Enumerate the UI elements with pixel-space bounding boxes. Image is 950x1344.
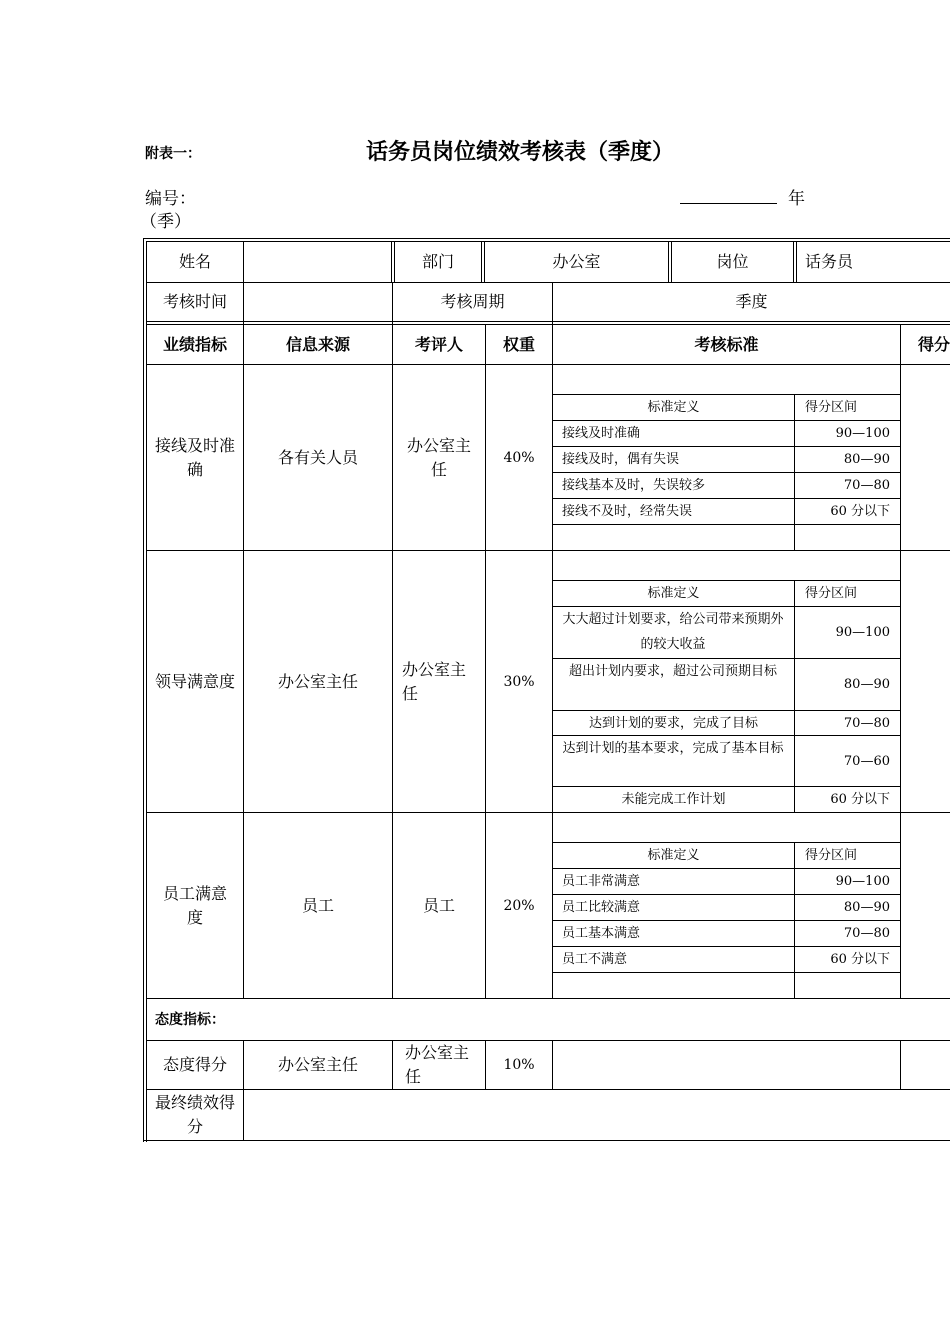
final-score-label: 最终绩效得分	[155, 1093, 236, 1136]
dept-label: 部门	[421, 252, 454, 271]
standard-definition: 员工基本满意	[562, 926, 641, 941]
attitude-standard-cell[interactable]	[553, 1041, 900, 1089]
standard-range: 80—90	[843, 452, 890, 467]
standard-definition-header: 标准定义	[647, 586, 700, 601]
indicator-evaluator: 办公室主任	[402, 659, 467, 703]
quarter-label: （季）	[140, 212, 191, 232]
col-indicator: 业绩指标	[162, 334, 227, 354]
time-value[interactable]	[244, 283, 392, 321]
standard-range: 60 分以下	[830, 792, 890, 807]
attitude-source: 办公室主任	[277, 1055, 358, 1074]
col-evaluator: 考评人	[414, 334, 463, 354]
indicator-source: 员工	[301, 895, 334, 915]
standard-definition-header: 标准定义	[647, 400, 700, 415]
standard-range: 80—90	[843, 900, 890, 915]
standard-definition: 接线不及时，经常失误	[562, 504, 693, 519]
standard-range: 70—80	[843, 926, 890, 941]
range-header: 得分区间	[805, 400, 858, 415]
standard-definition: 未能完成工作计划	[621, 792, 726, 807]
indicator-name: 接线及时准确	[155, 435, 236, 479]
indicator-weight: 30%	[503, 673, 535, 690]
year-blank-line	[680, 203, 777, 204]
period-value: 季度	[735, 292, 768, 311]
standard-range: 80—90	[843, 677, 890, 692]
standard-definition: 接线及时准确	[562, 426, 641, 441]
attitude-name: 态度得分	[162, 1055, 227, 1074]
dept-value: 办公室	[552, 252, 601, 271]
range-header: 得分区间	[805, 586, 858, 601]
standard-range: 70—80	[843, 716, 890, 731]
page-title: 话务员岗位绩效考核表（季度）	[366, 140, 675, 165]
indicator-name: 员工满意度	[162, 883, 227, 927]
standard-range: 90—100	[835, 874, 890, 889]
position-value: 话务员	[805, 252, 854, 271]
attachment-label: 附表一：	[145, 146, 201, 162]
standard-definition: 员工比较满意	[562, 900, 641, 915]
attitude-section-label: 态度指标：	[155, 1011, 225, 1028]
col-source: 信息来源	[285, 334, 350, 354]
indicator-name: 领导满意度	[155, 671, 236, 691]
standard-definition: 员工不满意	[562, 952, 628, 967]
col-weight: 权重	[502, 334, 535, 354]
standard-definition: 达到计划的基本要求，完成了基本目标	[562, 741, 784, 756]
standard-range: 90—100	[835, 625, 890, 640]
standard-range: 60 分以下	[830, 504, 890, 519]
col-standard: 考核标准	[694, 334, 759, 354]
col-score: 得分	[918, 334, 950, 354]
standard-range: 70—80	[843, 478, 890, 493]
attitude-evaluator: 办公室主任	[405, 1043, 470, 1086]
standard-range: 90—100	[835, 426, 890, 441]
standard-range: 70—60	[843, 754, 890, 769]
time-label: 考核时间	[162, 292, 227, 311]
indicator-source: 各有关人员	[277, 447, 358, 467]
indicator-weight: 20%	[503, 897, 535, 914]
name-label: 姓名	[178, 252, 211, 271]
standard-definition: 接线及时，偶有失误	[562, 452, 680, 467]
number-label: 编号：	[145, 189, 196, 209]
final-score-value[interactable]	[244, 1090, 950, 1140]
standard-definition: 接线基本及时，失误较多	[562, 478, 706, 493]
indicator-evaluator: 办公室主任	[406, 435, 471, 479]
standard-definition: 达到计划的要求，完成了目标	[588, 716, 758, 731]
attitude-weight: 10%	[503, 1057, 535, 1073]
standard-definition: 大大超过计划要求，给公司带来预期外的较大收益	[562, 612, 784, 652]
standard-range: 60 分以下	[830, 952, 890, 967]
year-label: 年	[788, 189, 805, 209]
standard-definition: 超出计划内要求，超过公司预期目标	[568, 664, 777, 679]
indicator-weight: 40%	[503, 449, 535, 466]
period-label: 考核周期	[440, 292, 505, 311]
name-value[interactable]	[244, 242, 391, 282]
position-label: 岗位	[716, 252, 749, 271]
standard-definition: 员工非常满意	[562, 874, 641, 889]
attitude-score-cell[interactable]	[901, 1041, 950, 1089]
indicator-source: 办公室主任	[277, 671, 358, 691]
standard-definition-header: 标准定义	[647, 848, 700, 863]
range-header: 得分区间	[805, 848, 858, 863]
indicator-evaluator: 员工	[422, 895, 455, 915]
